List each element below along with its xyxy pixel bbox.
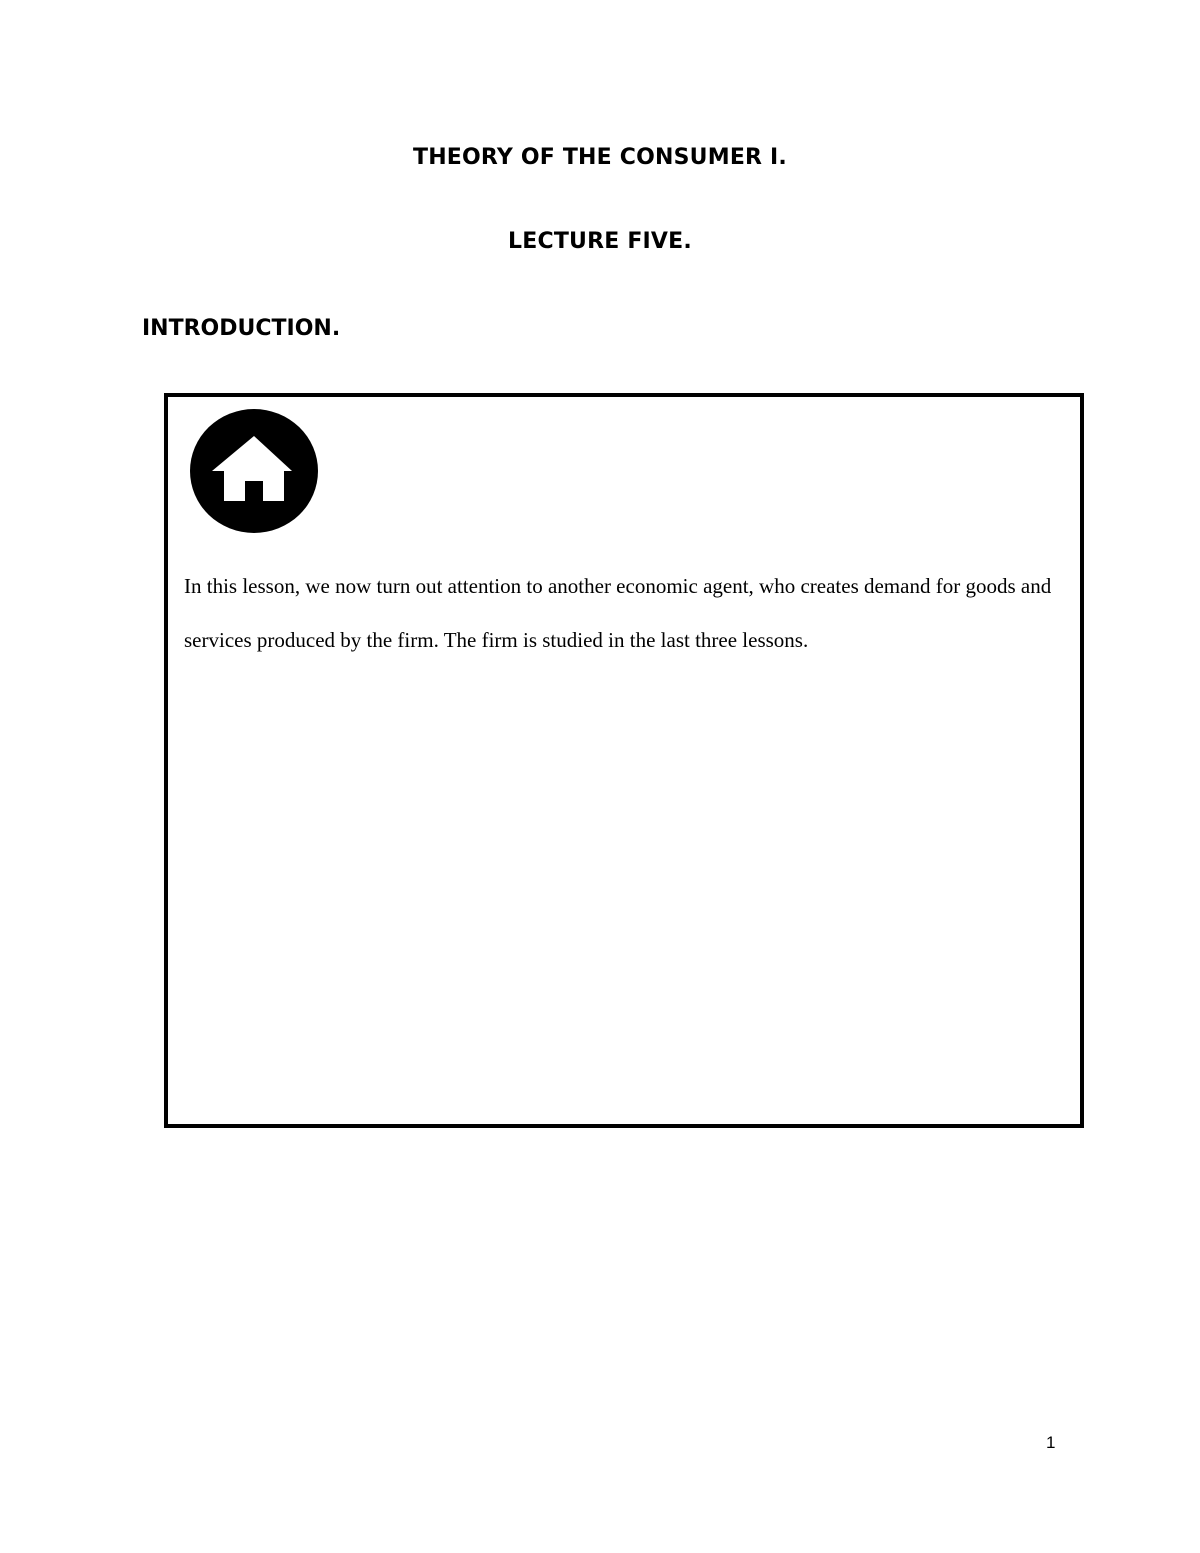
introduction-text: In this lesson, we now turn out attention to another economic agent, who creates demand for goods and services produced by the firm. The firm is studied in the last three lessons. — [184, 574, 1052, 652]
section-heading-introduction: INTRODUCTION. — [142, 316, 341, 341]
home-icon — [188, 407, 320, 535]
lecture-label: LECTURE FIVE. — [508, 229, 692, 254]
document-title: THEORY OF THE CONSUMER I. — [412, 145, 787, 170]
page-number: 1 — [1046, 1433, 1056, 1452]
introduction-box — [164, 393, 1084, 1128]
